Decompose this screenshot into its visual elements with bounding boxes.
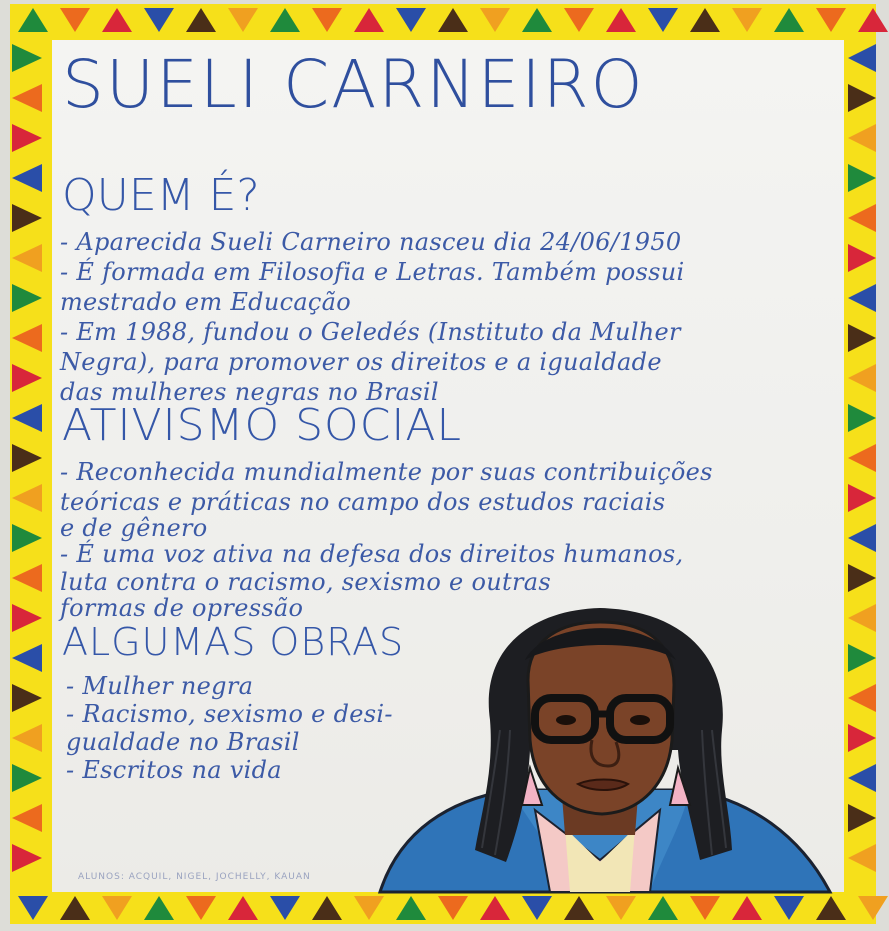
portrait-illustration <box>360 600 840 900</box>
text-line: - É formada em Filosofia e Letras. Também possui <box>60 258 685 286</box>
student-credit: ALUNOS: ACQUIL, NIGEL, JOCHELLY, KAUAN <box>78 872 311 882</box>
text-line: formas de opressão <box>60 594 304 622</box>
text-line: - Reconhecida mundialmente por suas contribuições <box>60 458 713 486</box>
text-line: das mulheres negras no Brasil <box>60 378 439 406</box>
text-line: - Aparecida Sueli Carneiro nasceu dia 24/06/1950 <box>60 228 682 256</box>
text-line: teóricas e práticas no campo dos estudos raciais <box>60 488 666 516</box>
section-heading-quem: QUEM É? <box>62 170 260 221</box>
text-line: - Mulher negra <box>66 672 254 700</box>
text-line: - É uma voz ativa na defesa dos direitos humanos, <box>60 540 684 568</box>
text-line: e de gênero <box>60 514 208 542</box>
section-heading-ativismo: ATIVISMO SOCIAL <box>62 400 462 451</box>
section-heading-obras: ALGUMAS OBRAS <box>62 620 405 664</box>
poster-title: SUELI CARNEIRO <box>62 46 645 123</box>
text-line: - Racismo, sexismo e desi- <box>66 700 393 728</box>
text-line: mestrado em Educação <box>60 288 352 316</box>
text-line: gualdade no Brasil <box>66 728 300 756</box>
text-line: - Escritos na vida <box>66 756 282 784</box>
text-line: Negra), para promover os direitos e a igualdade <box>60 348 662 376</box>
text-line: - Em 1988, fundou o Geledés (Instituto da Mulher <box>60 318 681 346</box>
text-line: luta contra o racismo, sexismo e outras <box>60 568 551 596</box>
